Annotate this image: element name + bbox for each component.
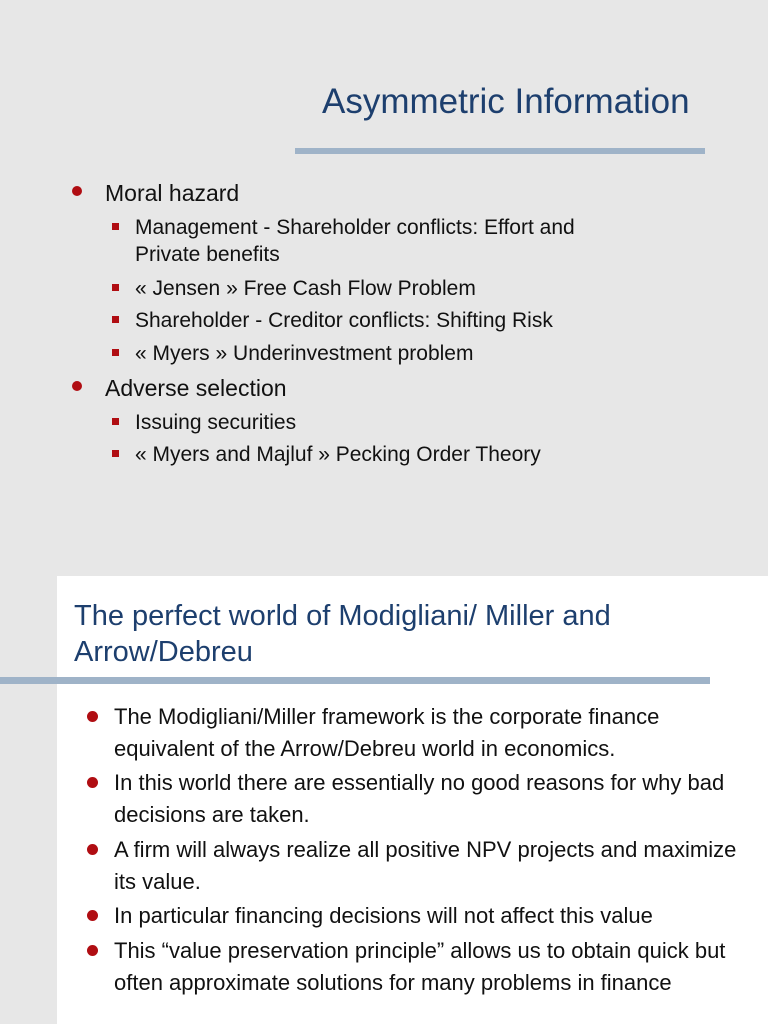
bullet-moral-hazard: Moral hazard [105,180,240,206]
square-bullet-icon [112,418,119,425]
slide-title: Asymmetric Information [322,82,690,121]
body-bullet: In particular financing decisions will not affect this value [114,903,653,928]
body-bullet: This “value preservation principle” allows us to obtain quick but often approximate solutions for many problems in finance [114,938,726,995]
sub-bullet: Shareholder - Creditor conflicts: Shifting Risk [135,309,553,332]
square-bullet-icon [112,349,119,356]
square-bullet-icon [112,284,119,291]
bullet-icon [87,844,98,855]
bullet-adverse-selection: Adverse selection [105,375,287,401]
bullet-icon [87,945,98,956]
sub-bullet-continued: Private benefits [135,243,280,266]
body-bullet: A firm will always realize all positive NPV projects and maximize its value. [114,837,737,894]
body-bullet: The Modigliani/Miller framework is the corporate finance equivalent of the Arrow/Debreu world in economics. [114,704,660,761]
bullet-icon [87,777,98,788]
body-bullet: In this world there are essentially no good reasons for why bad decisions are taken. [114,770,725,827]
sub-bullet: « Jensen » Free Cash Flow Problem [135,277,476,300]
sub-bullet: « Myers and Majluf » Pecking Order Theory [135,443,541,466]
square-bullet-icon [112,316,119,323]
square-bullet-icon [112,223,119,230]
title-divider [0,677,710,684]
bullet-icon [72,381,82,391]
bullet-icon [87,711,98,722]
sub-bullet: « Myers » Underinvestment problem [135,342,474,365]
bullet-icon [87,910,98,921]
bullet-icon [72,186,82,196]
square-bullet-icon [112,450,119,457]
title-divider [295,148,705,154]
slide-title: The perfect world of Modigliani/ Miller and Arrow/Debreu [74,600,611,668]
sub-bullet: Issuing securities [135,411,297,434]
sub-bullet: Management - Shareholder conflicts: Effort and [135,216,575,239]
